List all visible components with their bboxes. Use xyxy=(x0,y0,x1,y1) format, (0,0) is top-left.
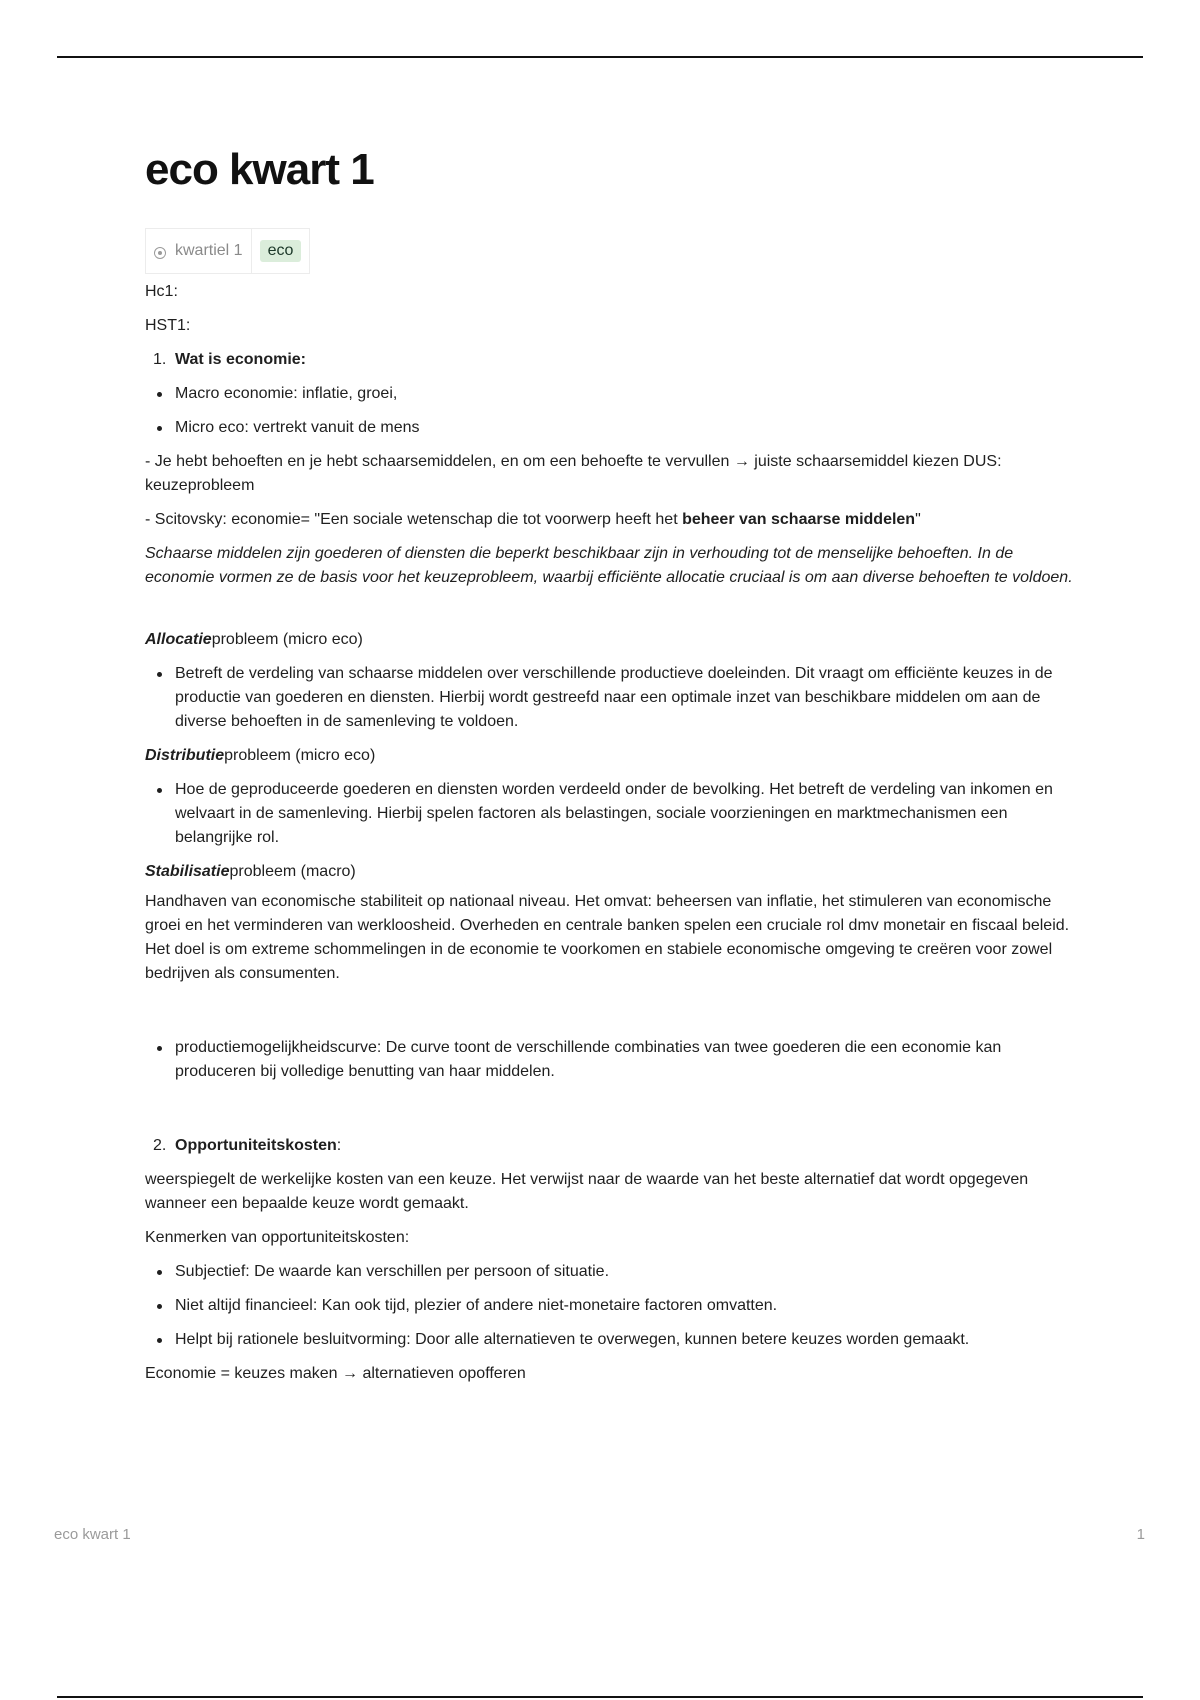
spacer xyxy=(145,996,1085,1036)
footer-page-number: 1 xyxy=(1136,1526,1145,1543)
stabilisatie-heading xyxy=(145,860,1085,884)
property-tag[interactable] xyxy=(251,229,310,273)
allocatie-heading xyxy=(145,628,1085,652)
features-label: Kenmerken van opportuniteitskosten: xyxy=(145,1229,410,1246)
property-quarter[interactable] xyxy=(146,229,251,273)
allocatie-bold: Allocatie xyxy=(145,631,212,648)
features-bullets xyxy=(145,1260,1085,1352)
list-item: Hoe de geproduceerde goederen en diensten worden verdeeld onder de bevolking. Het betreft de verdeling van inkomen en welvaart in de samenleving. Hierbij spelen factoren als belastingen, sociale voorzieningen en marktmechanismen een belangrijke rol. xyxy=(175,778,1085,850)
hst-heading: HST1: xyxy=(145,317,191,334)
numbered-list-1 xyxy=(145,348,1085,372)
document-body xyxy=(145,140,1085,1396)
property-quarter-label: kwartiel 1 xyxy=(175,242,243,259)
distributie-heading xyxy=(145,744,1085,768)
top-rule xyxy=(57,56,1143,58)
list-item: Niet altijd financieel: Kan ook tijd, plezier of andere niet-monetaire factoren omvatten. xyxy=(175,1294,1085,1318)
section-heading-opportuniteitskosten: Opportuniteitskosten xyxy=(175,1137,337,1154)
list-item: productiemogelijkheidscurve: De curve toont de verschillende combinaties van twee goederen die een economie kan produceren bij volledige benutting van haar middelen. xyxy=(175,1036,1085,1084)
numbered-list-2 xyxy=(145,1134,1085,1158)
list-item: Micro eco: vertrekt vanuit de mens xyxy=(175,416,1085,440)
list-item xyxy=(153,1134,1085,1158)
heading-colon: : xyxy=(336,1137,342,1154)
list-item xyxy=(153,348,1085,372)
footer-doc-name: eco kwart 1 xyxy=(54,1526,131,1543)
scitovsky-prefix: - Scitovsky: economie= "Een sociale wetenschap die tot voorwerp heeft het xyxy=(145,511,683,528)
list-item: Macro economie: inflatie, groei, xyxy=(175,382,1085,406)
allocatie-bullets xyxy=(145,662,1085,734)
allocatie-rest: probleem (micro eco) xyxy=(211,631,363,648)
distributie-bold: Distributie xyxy=(145,747,225,764)
scitovsky-bold: beheer van schaarse middelen xyxy=(682,511,916,528)
schaarse-middelen-paragraph: Schaarse middelen zijn goederen of diensten die beperkt beschikbaar zijn in verhouding tot de menselijke behoeften. In de economie vormen ze de basis voor het keuzeprobleem, waarbij efficiënte allocatie cruciaal is om aan diverse behoeften te voldoen. xyxy=(145,545,1073,586)
distributie-rest: probleem (micro eco) xyxy=(224,747,376,764)
scitovsky-paragraph xyxy=(145,508,1085,532)
list-number: 2. xyxy=(153,1137,167,1154)
spacer xyxy=(145,1094,1085,1134)
section-heading-economie: Wat is economie: xyxy=(175,351,306,368)
pmc-bullets xyxy=(145,1036,1085,1084)
scitovsky-suffix: " xyxy=(915,511,921,528)
target-icon xyxy=(154,247,166,259)
distributie-bullets xyxy=(145,778,1085,850)
properties-bar xyxy=(145,228,310,274)
summary-line: Economie = keuzes maken → alternatieven opofferen xyxy=(145,1365,526,1382)
spacer xyxy=(145,600,1085,628)
list-item: Betreft de verdeling van schaarse middelen over verschillende productieve doeleinden. Dit vraagt om efficiënte keuzes in de productie van goederen en diensten. Hierbij wordt gestreefd naar een optimale inzet van beschikbare middelen om aan de diverse behoeften in de samenleving te voldoen. xyxy=(175,662,1085,734)
page-title: eco kwart 1 xyxy=(145,145,374,194)
list-item: Helpt bij rationele besluitvorming: Door alle alternatieven te overwegen, kunnen betere keuzes worden gemaakt. xyxy=(175,1328,1085,1352)
bottom-rule xyxy=(57,1696,1143,1698)
list-item: Subjectief: De waarde kan verschillen per persoon of situatie. xyxy=(175,1260,1085,1284)
tag-badge: eco xyxy=(260,240,302,262)
stabilisatie-rest: probleem (macro) xyxy=(229,863,356,880)
economie-bullets xyxy=(145,382,1085,440)
hc-heading: Hc1: xyxy=(145,283,178,300)
opportuniteitskosten-paragraph: weerspiegelt de werkelijke kosten van een keuze. Het verwijst naar de waarde van het beste alternatief dat wordt opgegeven wanneer een bepaalde keuze wordt gemaakt. xyxy=(145,1171,1029,1212)
stabilisatie-paragraph: Handhaven van economische stabiliteit op nationaal niveau. Het omvat: beheersen van inflatie, het stimuleren van economische groei en het verminderen van werkloosheid. Overheden en centrale banken spelen een cruciale rol dmv monetair en fiscaal beleid. Het doel is om extreme schommelingen in de economie te voorkomen en stabiele economische omgeving te creëren voor zowel bedrijven als consumenten. xyxy=(145,893,1070,982)
list-number: 1. xyxy=(153,351,167,368)
stabilisatie-bold: Stabilisatie xyxy=(145,863,230,880)
needs-paragraph: - Je hebt behoeften en je hebt schaarsemiddelen, en om een behoefte te vervullen → juiste schaarsemiddel kiezen DUS: keuzeprobleem xyxy=(145,453,1002,494)
